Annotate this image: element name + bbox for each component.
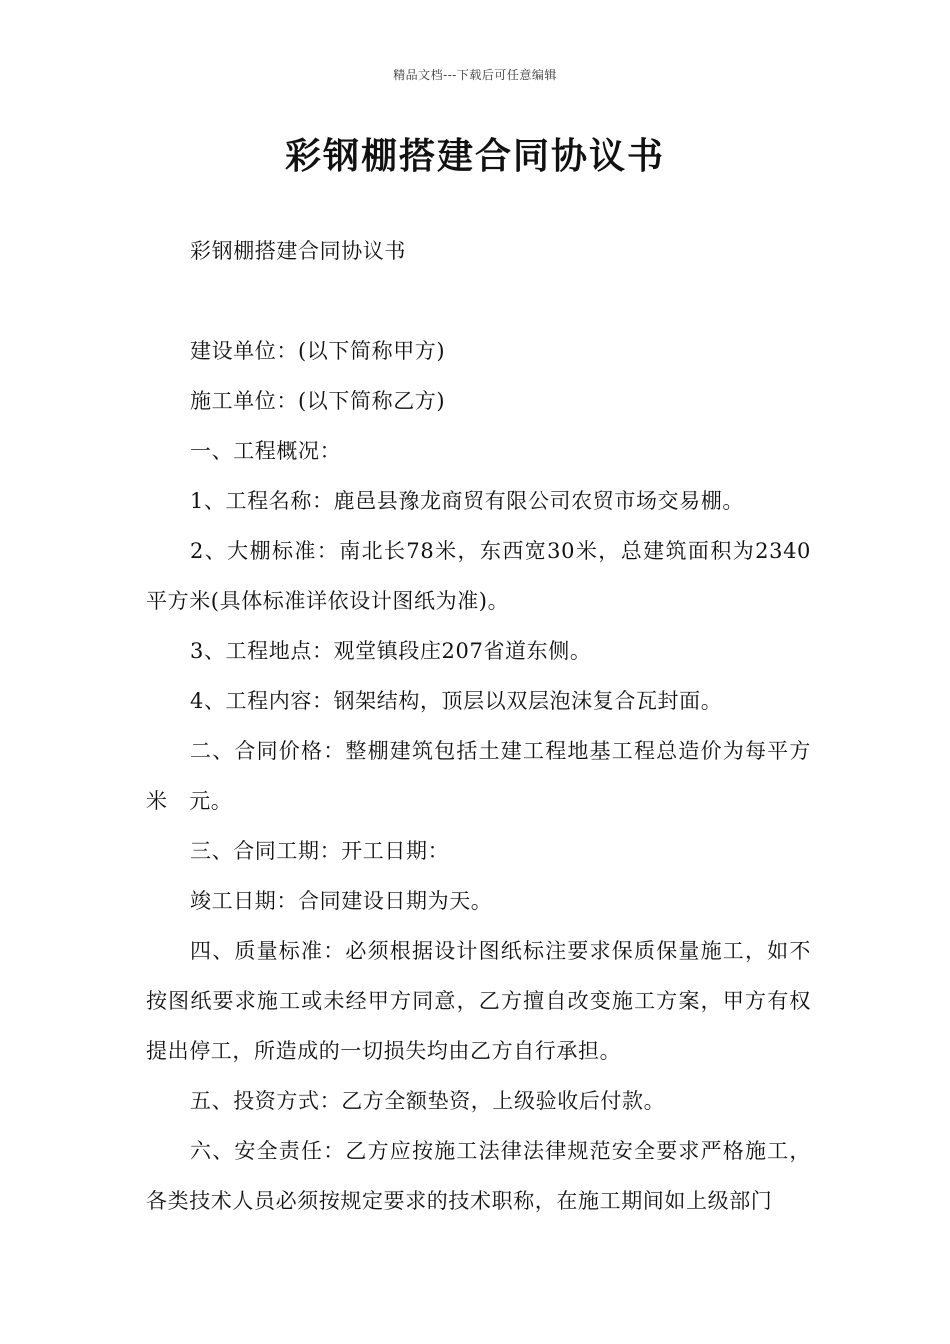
paragraph-project-name: 1、工程名称：鹿邑县豫龙商贸有限公司农贸市场交易棚。 — [190, 489, 744, 513]
header-note: 精品文档---下载后可任意编辑 — [393, 68, 557, 82]
document-body — [146, 226, 811, 1226]
paragraph-shed-standard: 2、大棚标准：南北长78米，东西宽30米，总建筑面积为2340平方米(具体标准详依设计图纸为准)。 — [146, 539, 811, 613]
paragraph-investment-method: 五、投资方式：乙方全额垫资，上级验收后付款。 — [190, 1089, 666, 1113]
paragraph-safety-responsibility: 六、安全责任：乙方应按施工法律法律规范安全要求严格施工，各类技术人员必须按规定要求的技术职称，在施工期间如上级部门 — [146, 1139, 811, 1213]
paragraph-client: 建设单位：(以下简称甲方) — [190, 339, 446, 363]
subtitle-paragraph: 彩钢棚搭建合同协议书 — [190, 239, 406, 263]
blank-line — [146, 276, 811, 326]
paragraph-contract-period: 三、合同工期：开工日期： — [190, 839, 450, 863]
paragraph-contractor: 施工单位：(以下简称乙方) — [190, 389, 446, 413]
paragraph-section-overview: 一、工程概况： — [190, 439, 342, 463]
paragraph-project-location: 3、工程地点：观堂镇段庄207省道东侧。 — [190, 639, 592, 663]
paragraph-project-content: 4、工程内容：钢架结构，顶层以双层泡沫复合瓦封面。 — [190, 689, 723, 713]
paragraph-quality-standard: 四、质量标准：必须根据设计图纸标注要求保质保量施工，如不按图纸要求施工或未经甲方同意，乙方擅自改变施工方案，甲方有权提出停工，所造成的一切损失均由乙方自行承担。 — [146, 939, 811, 1063]
document-title: 彩钢棚搭建合同协议书 — [284, 135, 665, 177]
paragraph-completion-date: 竣工日期：合同建设日期为天。 — [190, 889, 493, 913]
paragraph-contract-price: 二、合同价格：整棚建筑包括土建工程地基工程总造价为每平方米 元。 — [146, 739, 811, 813]
